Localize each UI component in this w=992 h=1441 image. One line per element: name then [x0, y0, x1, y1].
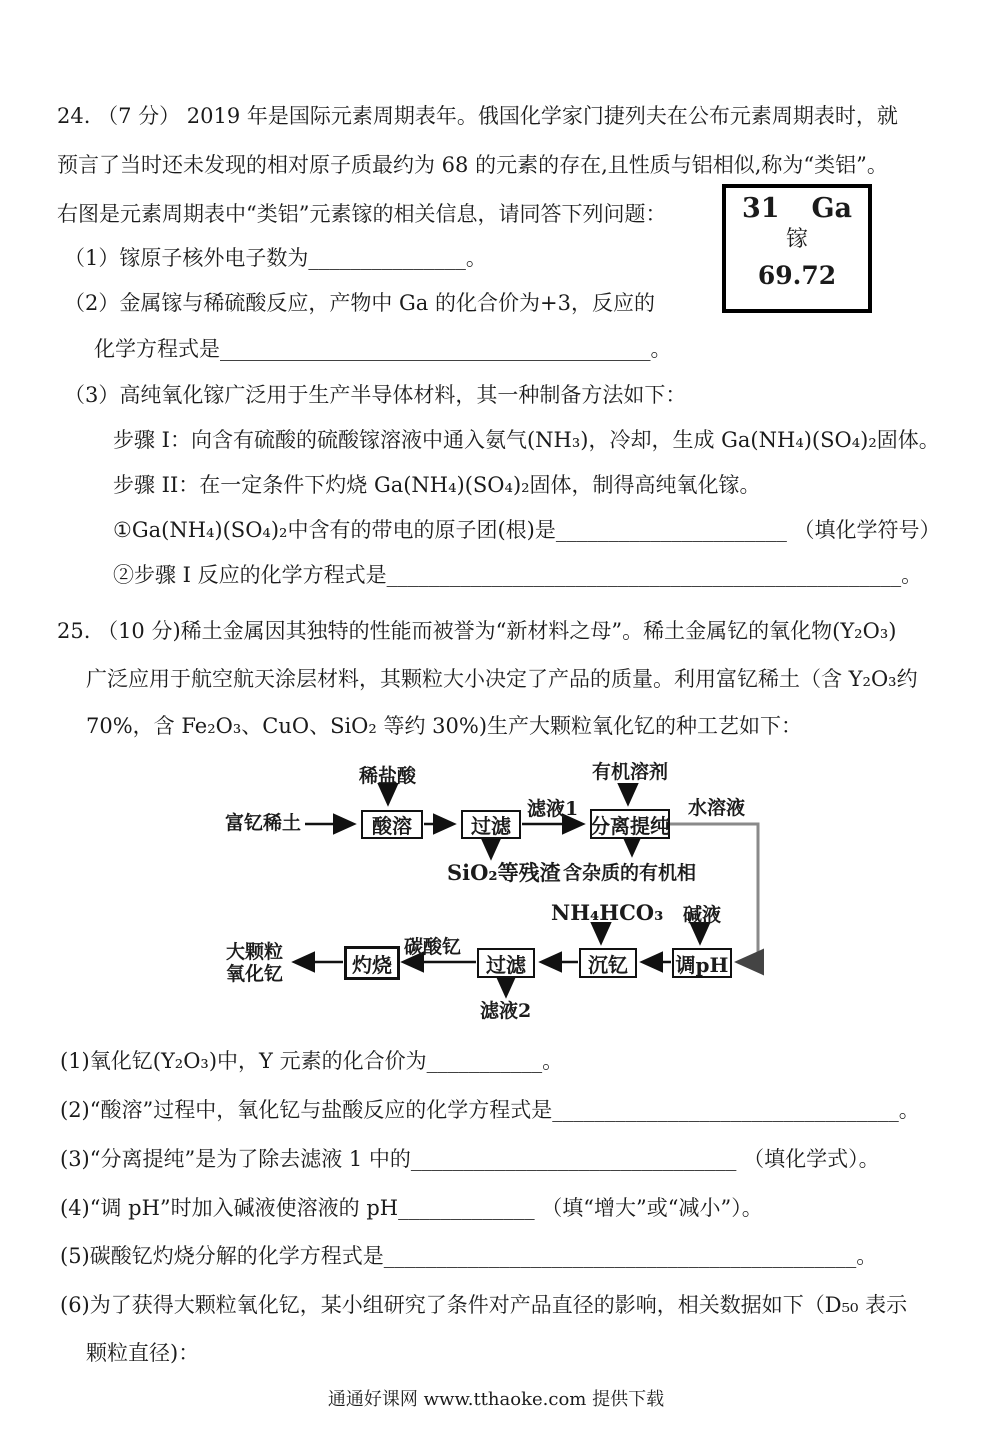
q24-step-2: 步骤 II：在一定条件下灼烧 Ga(NH₄)(SO₄)₂固体，制得高纯氧化镓。 — [113, 473, 761, 497]
element-name: 镓 — [785, 227, 808, 252]
flow-box-calcine: 灼烧 — [344, 946, 400, 980]
flow-label-nh4hco3: NH₄HCO₃ — [551, 900, 664, 925]
flow-label-product — [226, 941, 283, 985]
q24-step-1: 步骤 I：向含有硫酸的硫酸镓溶液中通入氨气(NH₃)，冷却，生成 Ga(NH₄)(SO₄)₂固体。 — [113, 428, 940, 452]
q24-line-3: 右图是元素周期表中“类铝”元素镓的相关信息，请同答下列问题： — [57, 202, 667, 226]
flow-box-precipitate-yttrium: 沉钇 — [579, 948, 637, 978]
flow-label-product-line-2: 氧化钇 — [226, 963, 284, 985]
q25-line-3: 70%，含 Fe₂O₃、CuO、SiO₂ 等约 30%)生产大颗粒氧化钇的种工艺如下： — [86, 714, 803, 738]
element-atomic-number: 31 — [742, 193, 780, 224]
element-card-top-row — [726, 188, 868, 224]
flow-box-filter-1: 过滤 — [461, 810, 521, 839]
flow-label-sio2-residue: SiO₂等残渣 — [447, 860, 561, 885]
q25-item-5: (5)碳酸钇灼烧分解的化学方程式是_____________________________________________。 — [60, 1244, 878, 1268]
q25-item-1: (1)氧化钇(Y₂O₃)中，Y 元素的化合价为___________。 — [60, 1049, 564, 1073]
element-symbol: Ga — [811, 193, 852, 224]
flow-label-yttrium-carbonate: 碳酸钇 — [404, 936, 462, 958]
flow-label-organic-phase: 含杂质的有机相 — [563, 862, 697, 884]
flow-label-product-line-1: 大颗粒 — [226, 941, 284, 963]
footer-watermark: 通通好课网 www.tthaoke.com 提供下载 — [327, 1389, 665, 1410]
q25-item-6-line-1: (6)为了获得大颗粒氧化钇，某小组研究了条件对产品直径的影响，相关数据如下（D₅₀ 表示 — [60, 1293, 908, 1317]
q24-item-3: （3）高纯氧化镓广泛用于生产半导体材料，其一种制备方法如下： — [64, 383, 687, 407]
q24-line-1: 24. （7 分） 2019 年是国际元素周期表年。俄国化学家门捷列夫在公布元素周期表时，就 — [57, 104, 898, 128]
q25-item-6-line-2: 颗粒直径)： — [86, 1341, 200, 1365]
element-card-gallium — [722, 184, 872, 313]
flow-box-filter-2: 过滤 — [477, 948, 535, 978]
q25-item-3: (3)“分离提纯”是为了除去滤液 1 中的_______________________________ （填化学式）。 — [60, 1147, 880, 1171]
q24-sub-2: ②步骤 I 反应的化学方程式是_________________________________________________。 — [113, 563, 923, 587]
q24-line-2: 预言了当时还未发现的相对原子质最约为 68 的元素的存在,且性质与铝相似,称为“类铝”。 — [57, 153, 888, 177]
flow-label-filtrate-1: 滤液1 — [527, 798, 579, 820]
flow-label-dilute-hcl: 稀盐酸 — [359, 765, 417, 787]
q25-item-2: (2)“酸溶”过程中，氧化钇与盐酸反应的化学方程式是_________________________________。 — [60, 1098, 920, 1122]
flowchart-arrows — [0, 750, 992, 1040]
flow-box-separate-purify: 分离提纯 — [590, 809, 670, 839]
q25-line-2: 广泛应用于航空航天涂层材料，其颗粒大小决定了产品的质量。利用富钇稀土（含 Y₂O₃约 — [86, 667, 918, 691]
flow-box-acid-dissolve: 酸溶 — [361, 810, 423, 839]
flow-box-adjust-ph: 调pH — [672, 948, 732, 978]
flow-label-water-solution: 水溶液 — [688, 797, 746, 819]
q25-item-4: (4)“调 pH”时加入碱液使溶液的 pH_____________ （填“增大”或“减小”）。 — [60, 1196, 763, 1220]
element-atomic-mass: 69.72 — [757, 261, 837, 290]
q25-line-1: 25. （10 分)稀土金属因其独特的性能而被誉为“新材料之母”。稀土金属钇的氧化物(Y₂O₃) — [57, 619, 897, 643]
flow-label-organic-solvent: 有机溶剂 — [592, 761, 669, 783]
q24-sub-1: ①Ga(NH₄)(SO₄)₂中含有的带电的原子团(根)是______________________ （填化学符号） — [113, 518, 941, 542]
q24-item-2-line-1: （2）金属镓与稀硫酸反应，产物中 Ga 的化合价为+3，反应的 — [64, 291, 655, 315]
q24-item-1: （1）镓原子核外电子数为_______________。 — [64, 246, 487, 270]
flow-label-alkali: 碱液 — [683, 904, 722, 926]
q24-item-2-line-2: 化学方程式是_________________________________________。 — [94, 337, 672, 361]
process-flowchart — [0, 750, 992, 1040]
flow-label-filtrate-2: 滤液2 — [480, 1000, 532, 1022]
flow-label-rich-yttrium-ore: 富钇稀土 — [225, 812, 302, 834]
